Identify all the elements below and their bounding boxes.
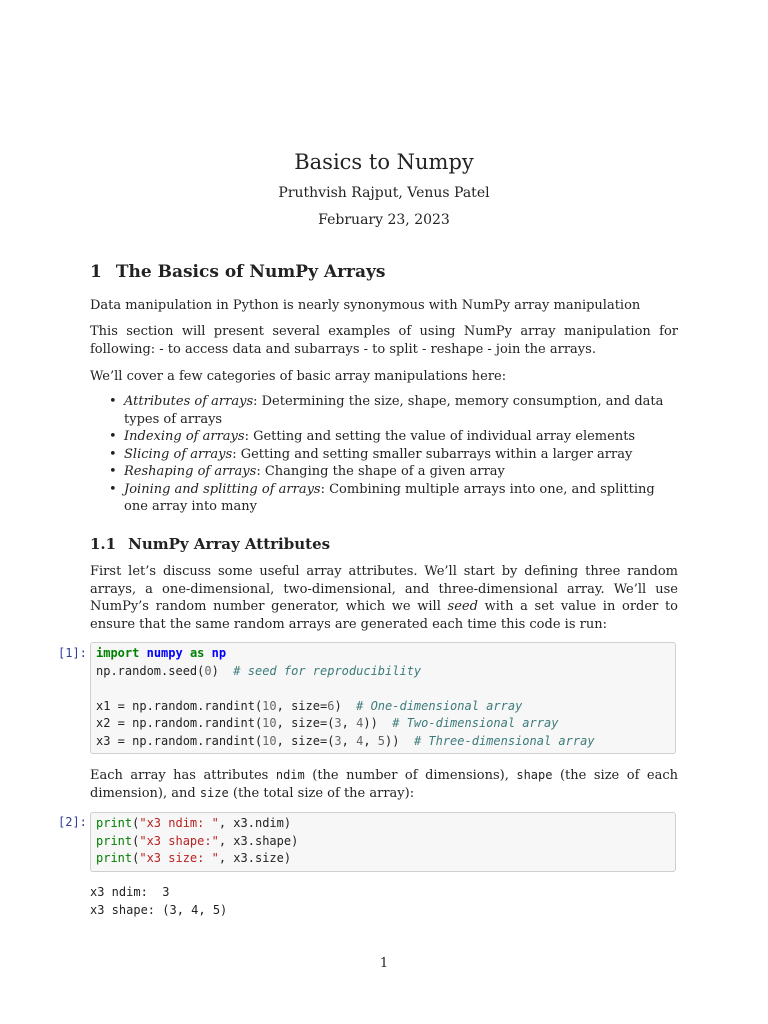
paragraph-text: Each array has attributes <box>90 768 276 783</box>
list-item-term: Indexing of arrays <box>124 429 245 444</box>
section-title: The Basics of NumPy Arrays <box>115 262 386 282</box>
inline-code: shape <box>516 768 553 782</box>
paragraph-text: (the total size of the array): <box>228 785 415 801</box>
list-item <box>106 463 678 481</box>
output-line: x3 shape: (3, 4, 5) <box>90 902 228 917</box>
list-item-term: Attributes of arrays <box>124 394 254 409</box>
emphasis-seed: seed <box>447 599 478 614</box>
paragraph-intro: Data manipulation in Python is nearly synonymous with NumPy array manipulation <box>90 298 641 313</box>
bullet-icon: • <box>109 429 117 444</box>
cell-output <box>90 884 227 919</box>
code-line: print("x3 ndim: ", x3.ndim) <box>96 816 292 830</box>
paragraph-overview: This section will present several examples of using NumPy array manipulation for following: - to access data and subarrays - to split - reshape - join the arrays. <box>90 324 678 357</box>
list-item-desc: : Getting and setting smaller subarrays within a larger array <box>232 446 633 462</box>
paragraph-text: (the number of dimensions), <box>304 768 517 783</box>
section-heading-1-1 <box>90 535 330 553</box>
bullet-icon: • <box>109 446 117 462</box>
bullet-icon: • <box>109 481 117 497</box>
code-line <box>96 680 670 698</box>
cell-prompt: [2]: <box>58 815 87 829</box>
paragraph-attributes <box>90 563 678 633</box>
subsection-title: NumPy Array Attributes <box>128 535 331 553</box>
list-item-desc: : Determining the size, shape, memory consumption, and data types of arrays <box>124 394 664 427</box>
paragraph-text: First let’s discuss some useful array attributes. We’ll start by defining three random arrays, a one-dimensional, two-dimensional, and three-dimensional array. We’ll use NumPy’s random number generator, which we will <box>90 564 678 614</box>
code-cell[interactable] <box>90 642 676 754</box>
category-list <box>106 393 678 516</box>
list-item <box>106 446 678 464</box>
list-item-desc: : Combining multiple arrays into one, and splitting one array into many <box>124 481 655 514</box>
code-line: x1 = np.random.randint(10, size=6) # One-dimensional array <box>96 698 523 713</box>
code-line: x3 = np.random.randint(10, size=(3, 4, 5)) # Three-dimensional array <box>96 733 595 748</box>
list-item <box>106 393 678 428</box>
list-item-term: Reshaping of arrays <box>124 464 257 479</box>
list-item <box>106 428 678 446</box>
code-cell[interactable] <box>90 812 676 872</box>
subsection-number: 1.1 <box>90 535 117 553</box>
document-date: February 23, 2023 <box>318 212 450 228</box>
page-number: 1 <box>379 956 389 971</box>
inline-code: ndim <box>275 768 305 782</box>
output-line: x3 ndim: 3 <box>90 885 170 899</box>
list-item <box>106 481 678 516</box>
inline-code: size <box>199 785 229 800</box>
cell-prompt: [1]: <box>58 646 87 660</box>
list-item-term: Joining and splitting of arrays <box>124 481 321 497</box>
list-item-term: Slicing of arrays <box>124 446 233 462</box>
paragraph-text: (the size of each dimension), and <box>90 768 678 801</box>
bullet-icon: • <box>109 464 117 479</box>
section-heading-1 <box>90 262 385 282</box>
code-line: print("x3 shape:", x3.shape) <box>96 833 299 848</box>
document-authors: Pruthvish Rajput, Venus Patel <box>278 185 490 201</box>
code-line: np.random.seed(0) # seed for reproducibility <box>96 663 422 678</box>
code-line: import numpy as np <box>96 646 227 660</box>
list-item-desc: : Changing the shape of a given array <box>256 464 505 479</box>
code-line: x2 = np.random.randint(10, size=(3, 4)) # Two-dimensional array <box>96 716 559 730</box>
paragraph-text: with a set value in order to ensure that the same random arrays are generated each time this code is run: <box>90 599 678 632</box>
paragraph-categories: We’ll cover a few categories of basic array manipulations here: <box>90 369 507 384</box>
list-item-desc: : Getting and setting the value of individual array elements <box>244 429 636 444</box>
code-line: print("x3 size: ", x3.size) <box>96 851 292 865</box>
section-number: 1 <box>90 262 102 282</box>
document-title: Basics to Numpy <box>294 150 474 174</box>
bullet-icon: • <box>109 394 117 409</box>
paragraph-array-attributes <box>90 767 678 802</box>
